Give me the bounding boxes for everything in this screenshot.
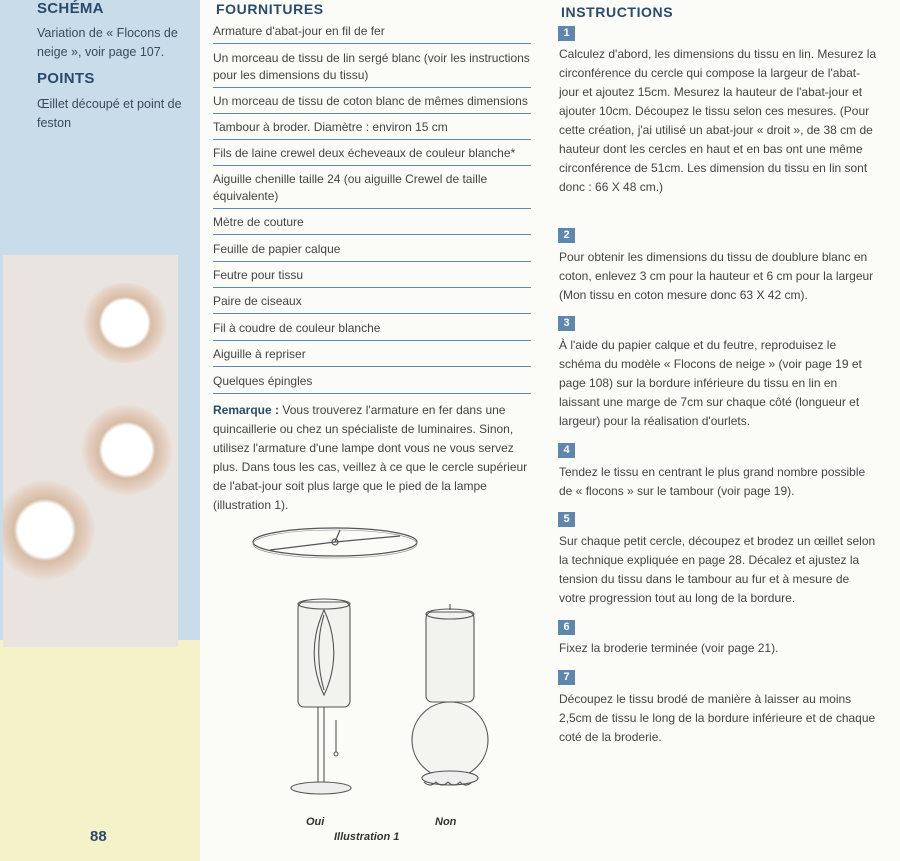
lamp-illustration	[230, 520, 530, 820]
eyelet-1	[81, 283, 169, 363]
supply-item: Paire de ciseaux	[213, 293, 531, 314]
supply-item: Un morceau de tissu de coton blanc de mêmes dimensions	[213, 93, 531, 114]
step-text: Sur chaque petit cercle, découpez et brodez un œillet selon la technique expliquée en page 28. Décalez et ajustez la tension du tissu dans le tambour au fur et à mesure de votre progression tout au long de la bordure.	[559, 534, 876, 605]
step-text: Calculez d'abord, les dimensions du tissu en lin. Mesurez la circonférence du cercle qui compose la largeur de l'abat-jour et ajoutez 15cm. Mesurez la hauteur de l'abat-jour et ajouter 10cm. Découpez le tissu selon ces mesures. (Pour cette création, j'ai utilisé un abat-jour « droit », de 38 cm de hauteur dont les cercles en haut et en bas ont une même circonférence de 51cm. Les dimension du tissu en lin sont donc : 66 X 48 cm.)	[559, 47, 877, 194]
step-number: 4	[558, 443, 575, 458]
supply-item: Feuille de papier calque	[213, 241, 531, 262]
step-text: Découpez le tissu brodé de manière à laisser au moins 2,5cm de tissu le long de la bordure inférieure et de chaque coté de la broderie.	[559, 692, 876, 744]
points-text: Œillet découpé et point de feston	[37, 97, 182, 130]
embroidery-photo	[3, 255, 178, 647]
remark-label: Remarque :	[213, 403, 280, 417]
remark-text: Vous trouverez l'armature en fer dans une quincaillerie ou chez un spécialiste de luminaires. Sinon, utilisez l'armature d'une lampe dont vous ne vous servez plus. Dans tous les cas, veillez à ce que le cercle supérieur de l'abat-jour soit plus large que le pied de la lampe (illustration 1).	[213, 403, 528, 512]
supplies-title: FOURNITURES	[216, 1, 324, 17]
supply-item: Aiguille à repriser	[213, 346, 531, 367]
step-number: 3	[558, 316, 575, 331]
eyelet-3	[3, 480, 95, 580]
label-no: Non	[435, 816, 457, 828]
lamp-yes-drawing	[291, 599, 351, 794]
supply-item: Tambour à broder. Diamètre : environ 15 cm	[213, 119, 531, 140]
schema-text: Variation de « Flocons de neige », voir page 107.	[37, 26, 178, 59]
step-number: 2	[558, 228, 575, 243]
supply-item: Quelques épingles	[213, 373, 531, 394]
instructions-title: INSTRUCTIONS	[561, 4, 674, 20]
step-number: 1	[558, 26, 575, 41]
supply-item: Un morceau de tissu de lin sergé blanc (voir les instructions pour les dimensions du tissu)	[213, 50, 531, 88]
supply-item: Mètre de couture	[213, 214, 531, 235]
lampshade-frame-drawing	[253, 528, 417, 558]
label-yes: Oui	[306, 816, 325, 828]
step-number: 7	[558, 670, 575, 685]
points-title: POINTS	[37, 70, 95, 87]
supply-item: Armature d'abat-jour en fil de fer	[213, 23, 531, 44]
schema-title: SCHÉMA	[37, 0, 104, 17]
illustration-caption: Illustration 1	[334, 831, 400, 843]
eyelet-2	[81, 405, 173, 495]
page-number: 88	[90, 828, 107, 845]
lamp-no-drawing	[412, 604, 488, 785]
step-text: Tendez le tissu en centrant le plus grand nombre possible de « flocons » sur le tambour (voir page 19).	[559, 465, 866, 498]
step-text: Fixez la broderie terminée (voir page 21).	[559, 641, 779, 655]
supply-item: Fils de laine crewel deux écheveaux de couleur blanche*	[213, 145, 531, 166]
supply-item: Aiguille chenille taille 24 (ou aiguille Crewel de taille équivalente)	[213, 171, 531, 209]
step-number: 6	[558, 620, 575, 635]
step-number: 5	[558, 512, 575, 527]
step-text: À l'aide du papier calque et du feutre, reproduisez le schéma du modèle « Flocons de neige » (voir page 19 et page 108) sur la bordure inférieure du tissu en lin en laissant une marge de 7cm sur chaque côté (longueur et largeur) pour la réalisation d'ourlets.	[559, 338, 862, 428]
step-text: Pour obtenir les dimensions du tissu de doublure blanc en coton, enlevez 3 cm pour la hauteur et 6 cm pour la largeur (Mon tissu en coton mesure donc 63 X 42 cm).	[559, 250, 874, 302]
supply-item: Feutre pour tissu	[213, 267, 531, 288]
supply-item: Fil à coudre de couleur blanche	[213, 320, 531, 341]
remark-paragraph	[213, 401, 533, 515]
